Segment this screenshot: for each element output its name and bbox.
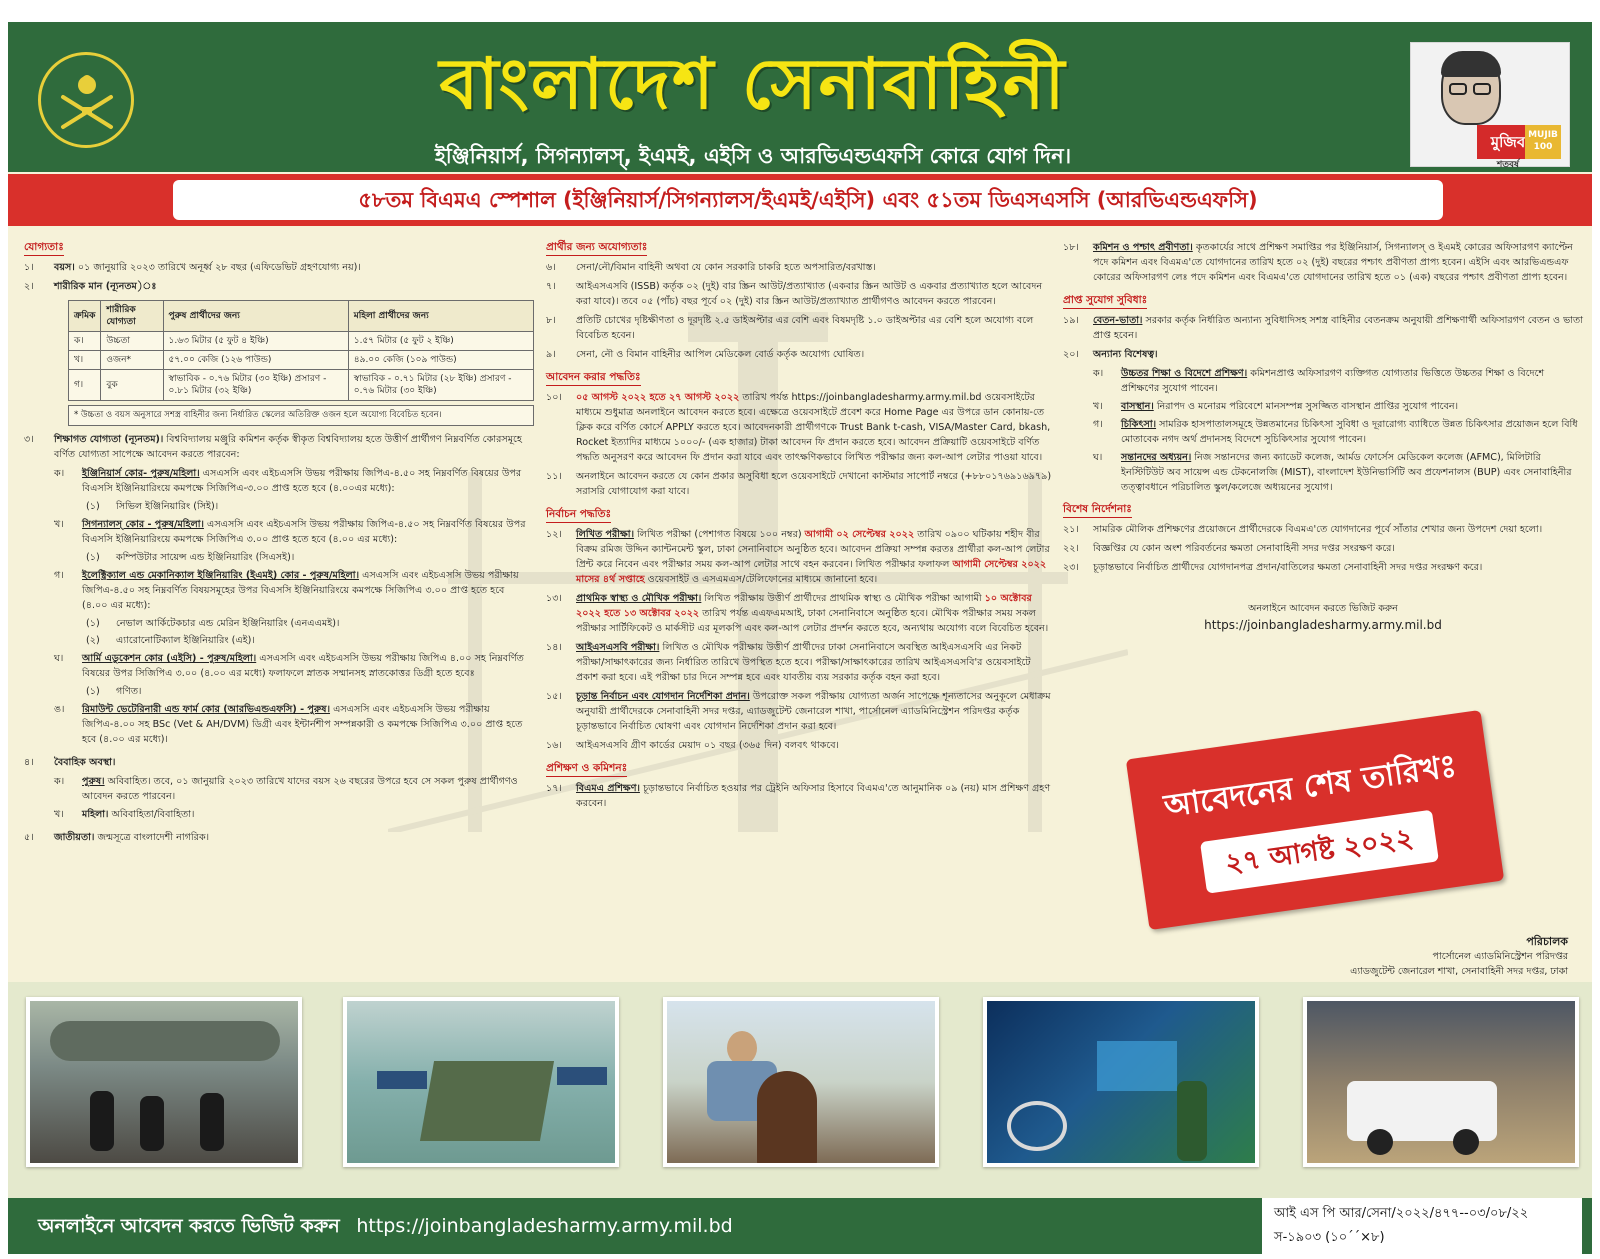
item-number: ২০। — [1063, 349, 1079, 360]
disqualification-heading: প্রার্থীর জন্য অযোগ্যতাঃ — [546, 240, 647, 256]
item-label: চিকিৎসা। — [1121, 419, 1157, 430]
item-label: বৈবাহিক অবস্থা। — [54, 757, 116, 768]
item-number: (১) — [86, 501, 100, 512]
footer-cta — [38, 1212, 733, 1244]
list-item-19 — [1063, 313, 1583, 343]
table-row — [69, 370, 534, 401]
soldier-shape — [140, 1096, 164, 1151]
photo-signals-tech — [983, 997, 1259, 1167]
item-number: ১৬। — [546, 740, 562, 751]
item-number: ঙ। — [54, 704, 65, 715]
item-text: এ্যারোনোটিক্যাল ইঞ্জিনিয়ারিং (এই)। — [116, 635, 255, 646]
eligibility-column — [24, 236, 532, 849]
sub-sub-item — [86, 633, 532, 648]
item-label: উচ্চতর শিক্ষা ও বিদেশে প্রশিক্ষণ। — [1121, 368, 1248, 379]
table-cell: বুক — [101, 370, 163, 401]
item-number: গ। — [1093, 419, 1103, 430]
item-text: তারিখ পর্যন্ত এএফএমআই, ঢাকা সেনানিবাসে অনুষ্ঠিত হবে। মৌখিক পরীক্ষার সময় সকল পরীক্ষার সার্টিফিকেট ও মার্কসীট এর মূলকপি এবং কল-আপ লেটার প্রদর্শন করতে হবে, অন্যথায় অযোগ্য বলে বিবেচিত হবেন। — [576, 608, 1049, 634]
photo-river-crossing — [343, 997, 619, 1167]
item-text: আইএসএসবি গ্রীণ কার্ডের মেয়াদ ০১ বছর (৩৬৫ দিন) বলবৎ থাকবে। — [576, 740, 839, 751]
army-emblem-icon — [38, 52, 134, 148]
mujib-100-badge: MUJIB 100 — [1525, 125, 1561, 159]
item-label: সন্তানদের অধ্যয়ন। — [1121, 452, 1192, 463]
item-number: গ। — [54, 570, 64, 581]
sub-item-housing — [1093, 399, 1583, 414]
item-text: উপরোক্ত সকল পরীক্ষায় যোগ্যতা অর্জন সাপেক্ষে শূন্যতাসের অনুকূলে মেধাক্রম অনুযায়ী প্রার্থীদেরকে সেনাবাহিনী সদর দপ্তর, এ্যাডজুটেন্ট জেনারেল শাখা, পার্সোনেল এ্যাডমিনিস্ট্রেশন পরিদপ্তর কর্তৃক চূড়ান্তভাবে নির্বাচিত ঘোষণা এবং যোগদান নির্দেশিকা প্রদান করা হবে। — [576, 691, 1051, 732]
deadline-label: আবেদনের শেষ তারিখঃ — [1161, 747, 1459, 825]
item-number: ১৭। — [546, 783, 562, 794]
item-number: (১) — [86, 686, 100, 697]
item-number: ১১। — [546, 471, 562, 482]
item-text: এসএসসি এবং এইচএসসি উভয় পরীক্ষায় জিপিএ-৪.০০ সহ BSc (Vet & AH/DVM) ডিগ্রী এবং ইন্টার্নশীপ সম্পন্নকারী ও কমপক্ষে সিজিপিএ ৩.০০ প্রাপ্ত হতে হবে (৪.০০ এর মধ্যে)। — [82, 704, 523, 745]
item-number: (১) — [86, 618, 100, 629]
item-text: ওয়েবসাইট ও এসএমএস/টেলিফোনের মাধ্যমে জানানো হবে। — [647, 574, 878, 585]
benefits-heading: প্রাপ্ত সুযোগ সুবিধাঃ — [1063, 293, 1147, 309]
sub-item-eme — [54, 568, 532, 613]
list-item-12 — [546, 527, 1052, 587]
table-cell: ১.৫৭ মিটার (৫ ফুট ২ ইঞ্চি) — [348, 332, 533, 351]
sub-sub-item — [86, 684, 532, 699]
list-item-8 — [546, 313, 1052, 343]
footer-text: অনলাইনে আবেদন করতে ভিজিট করুন — [38, 1215, 340, 1237]
item-number: ২। — [24, 281, 34, 292]
soldier-shape — [1177, 1081, 1207, 1161]
item-text: সামরিক হাসপাতালসমূহে উন্নতমানের চিকিৎসা সুবিধা ও দূরারোগ্য ব্যাধিতে উন্নত চিকিৎসার প্রয়োজন হলে বিধি মোতাবেক নগদ অর্থ প্রদানসহ বিদেশে সুচিকিৎসার সুযোগ পাবেন। — [1121, 419, 1578, 445]
wheel-shape — [1453, 1129, 1479, 1155]
physical-standard-table — [68, 300, 534, 401]
footer-reference — [1262, 1198, 1582, 1254]
rider-head-shape — [727, 1031, 757, 1065]
item-number: ঘ। — [54, 653, 64, 664]
table-cell: স্বাভাবিক - ০.৭৬ মিটার (৩০ ইঞ্চি) প্রসারণ - ০.৮১ মিটার (৩২ ইঞ্চি) — [163, 370, 348, 401]
item-text: লিখিত ও মৌখিক পরীক্ষায় উত্তীর্ণ প্রার্থীদের ঢাকা সেনানিবাসে অবস্থিত আইএসএসবি এর নিকট পরীক্ষা/সাক্ষাৎকারের জন্য নির্ধারিত তারিখে উপস্থিত হতে হবে। পরীক্ষা/সাক্ষাৎকারের তারিখ আইএসএসবি'র ওয়েবসাইটে প্রকাশ করা হবে। এই পরীক্ষা চার দিনে সম্পন্ন হবে এবং যাবতীয় ব্যয় সরকার কর্তৃক বহন করা হবে। — [576, 642, 1031, 683]
item-label: জাতীয়তা। — [54, 832, 95, 843]
table-cell: ৫৭.০০ কেজি (১২৬ পাউন্ড) — [163, 351, 348, 370]
item-number: ১৮। — [1063, 242, 1079, 253]
item-number: খ। — [1093, 401, 1103, 412]
table-row — [69, 332, 534, 351]
selection-heading: নির্বাচন পদ্ধতিঃ — [546, 507, 611, 523]
special-instruction-heading: বিশেষ নির্দেশনাঃ — [1063, 502, 1132, 518]
list-item-21 — [1063, 522, 1583, 537]
item-number: ১৩। — [546, 593, 562, 604]
item-label: শিক্ষাগত যোগ্যতা (ন্যূনতম)। — [54, 434, 164, 445]
item-text: আইএসএসবি (ISSB) কর্তৃক ০২ (দুই) বার স্ক্রিন আউট/প্রত্যাখ্যাত (একবার স্ক্রিন আউট ও একবার প্রত্যাখ্যাত হলে আবেদন করা যাবে)। তবে ০৫ (পাঁচ) বছর পূর্বে ০২ (দুই) বার স্ক্রিন আউট/প্রত্যাখ্যাত প্রার্থীগণও আবেদন করতে পারবেন। — [576, 281, 1043, 307]
item-label: চূড়ান্ত নির্বাচন এবং যোগদান নির্দেশিকা প্রদান। — [576, 691, 750, 702]
list-item-nationality — [24, 830, 532, 845]
item-text: সরকার কর্তৃক নির্ধারিত অন্যান্য সুবিধাদিসহ সশস্ত্র বাহিনীর বেতনক্রম অনুযায়ী প্রশিক্ষণার্থী অফিসারগণ বেতন ও ভাতা প্রাপ্ত হবেন। — [1093, 315, 1583, 341]
item-label: ইঞ্জিনিয়ার্স কোর- পুরুষ/মহিলা। — [82, 468, 200, 479]
boat-shape — [557, 1067, 607, 1085]
item-number: ক। — [54, 468, 65, 479]
list-item-13 — [546, 591, 1052, 636]
item-text: ০১ জানুয়ারি ২০২৩ তারিখে অনূর্ধ্ব ২৮ বছর (এফিডেভিট গ্রহণযোগ্য নয়)। — [77, 262, 361, 273]
eligibility-heading: যোগ্যতাঃ — [24, 240, 64, 256]
item-text: সিভিল ইঞ্জিনিয়ারিং (সিই)। — [116, 501, 219, 512]
list-item-23 — [1063, 560, 1583, 575]
item-text: চূড়ান্তভাবে নির্বাচিত হওয়ার পর ট্রেইনি অফিসার হিসাবে বিএমএ'তে আনুমানিক ০৯ (নয়) মাস প্রশিক্ষণ গ্রহণ করবেন। — [576, 783, 1051, 809]
item-number: ১৫। — [546, 691, 562, 702]
item-text: সেনা/নৌ/বিমান বাহিনী অথবা যে কোন সরকারি চাকরি হতে অপসারিত/বরখাস্ত। — [576, 262, 876, 273]
item-number: ১। — [24, 262, 34, 273]
item-label: ইলেক্ট্রিক্যাল এন্ড মেকানিক্যাল ইঞ্জিনিয়ারিং (ইএমই) কোর - পুরুষ/মহিলা। — [82, 570, 360, 581]
sub-item-higher-education — [1093, 366, 1583, 396]
page-subtitle: ইঞ্জিনিয়ার্স, সিগন্যালস্, ইএমই, এইসি ও আরভিএন্ডএফসি কোরে যোগ দিন। — [434, 144, 1072, 168]
item-label: অন্যান্য বিশেষত্ব। — [1093, 349, 1158, 360]
table-row — [69, 351, 534, 370]
list-item-9 — [546, 347, 1052, 362]
item-number: (২) — [86, 635, 100, 646]
sub-sub-item — [86, 616, 532, 631]
item-label: সিগন্যালস্ কোর - পুরুষ/মহিলা। — [82, 519, 204, 530]
list-item-16 — [546, 738, 1052, 753]
sub-item-children-education — [1093, 450, 1583, 495]
list-item-20 — [1063, 347, 1583, 362]
reference-line: আই এস পি আর/সেনা/২০২২/৪৭৭--০৩/০৮/২২ — [1274, 1206, 1529, 1221]
item-number: ১৯। — [1063, 315, 1079, 326]
list-item-14 — [546, 640, 1052, 685]
training-heading: প্রশিক্ষণ ও কমিশনঃ — [546, 761, 627, 777]
table-cell: ১.৬৩ মিটার (৫ ফুট ৪ ইঞ্চি) — [163, 332, 348, 351]
table-cell: গ। — [69, 370, 101, 401]
item-number: খ। — [54, 519, 64, 530]
item-number: ২৩। — [1063, 562, 1079, 573]
item-number: ১৪। — [546, 642, 562, 653]
item-label: মহিলা। — [82, 809, 109, 820]
item-number: ২২। — [1063, 543, 1079, 554]
item-text: এসএসসি এবং এইচএসসি উভয় পরীক্ষায় জিপিএ-৪.৫০ সহ নিম্নবর্ণিত বিষয়ের উপর বিএসসি ইঞ্জিনিয়ারিংয়ে কমপক্ষে সিজিপিএ-৩.০০ প্রাপ্ত হতে হবে (৪.০০এর মধ্যে): — [82, 468, 522, 494]
sub-sub-item — [86, 499, 532, 514]
satellite-dish-shape — [1007, 1101, 1067, 1151]
signature-line: এ্যাডজুটেন্ট জেনারেল শাখা, সেনাবাহিনী সদর দপ্তর, ঢাকা — [1350, 966, 1568, 977]
advertisement-page — [8, 22, 1592, 1254]
sub-sub-item — [86, 550, 532, 565]
table-header-row — [69, 301, 534, 332]
list-item-physical — [24, 279, 532, 294]
portrait-glasses-right — [1473, 83, 1491, 95]
item-text: বিশ্ববিদ্যালয় মঞ্জুরি কমিশন কর্তৃক স্বীকৃত বিশ্ববিদ্যালয় হতে উত্তীর্ণ প্রার্থীগণ নিম্নবর্ণিত কোরসমূহে বর্ণিত যোগ্যতা সাপেক্ষে আবেদন করতে পারবেন: — [54, 434, 522, 460]
signature-line: পার্সোনেল এ্যাডমিনিস্ট্রেশন পরিদপ্তর — [1432, 951, 1568, 962]
item-label: লিখিত পরীক্ষা। — [576, 529, 634, 540]
list-item-6 — [546, 260, 1052, 275]
item-label: বিএমএ প্রশিক্ষণ। — [576, 783, 640, 794]
visit-box — [1063, 601, 1583, 633]
item-text: সেনা, নৌ ও বিমান বাহিনীর আপিল মেডিকেল বোর্ড কর্তৃক অযোগ্য ঘোষিত। — [576, 349, 865, 360]
item-number: ঘ। — [1093, 452, 1103, 463]
table-cell: ৪৯.০০ কেজি (১০৯ পাউন্ড) — [348, 351, 533, 370]
list-item-age — [24, 260, 532, 275]
item-number: ৩। — [24, 434, 34, 445]
table-cell: উচ্চতা — [101, 332, 163, 351]
list-item-15 — [546, 689, 1052, 734]
visit-text: অনলাইনে আবেদন করতে ভিজিট করুন — [1248, 603, 1398, 614]
item-number: ২১। — [1063, 524, 1079, 535]
course-banner-text: ৫৮তম বিএমএ স্পেশাল (ইঞ্জিনিয়ার্স/সিগন্যালস/ইএমই/এইসি) এবং ৫১তম ডিএসএসসি (আরভিএন্ডএফসি) — [173, 180, 1443, 220]
item-text: সামরিক মৌলিক প্রশিক্ষণের প্রয়োজনে প্রার্থীদেরকে বিএমএ'তে যোগদানের পূর্বে সাঁতার শেখার জন্য উপদেশ দেয়া হলো। — [1093, 524, 1543, 535]
mujib-sub-label: শতবর্ষ — [1496, 160, 1519, 170]
aircraft-shape — [50, 1021, 280, 1061]
signature-title: পরিচালক — [1526, 935, 1568, 948]
item-text: লিখিত পরীক্ষা (পেশাগত বিষয়ে ১০০ নম্বর) — [637, 529, 802, 540]
item-label: পুরুষ। — [82, 776, 105, 787]
item-number: ক। — [54, 776, 65, 787]
item-text: গণিত। — [116, 686, 142, 697]
list-item-17 — [546, 781, 1052, 811]
result-date: আগামী সেপ্টেম্বর ২০২২ মাসের ৪র্থ সপ্তাহে — [576, 559, 1047, 585]
list-item-10 — [546, 390, 1052, 465]
mujib-badge: মুজিব — [1477, 125, 1539, 159]
course-banner — [8, 174, 1592, 226]
item-label: বয়স। — [54, 262, 75, 273]
item-number: ৯। — [546, 349, 556, 360]
photo-strip — [8, 982, 1592, 1198]
item-text: অবিবাহিতা/বিবাহিতা। — [111, 809, 195, 820]
item-number: ১২। — [546, 529, 562, 540]
item-number: ৫। — [24, 832, 34, 843]
page-title: বাংলাদেশ সেনাবাহিনী — [439, 42, 1067, 125]
item-text: বিজ্ঞপ্তির যে কোন অংশ পরিবর্তনের ক্ষমতা সেনাবাহিনী সদর দপ্তর সংরক্ষণ করে। — [1093, 543, 1395, 554]
wheel-shape — [1367, 1129, 1393, 1155]
list-item-marital — [24, 755, 532, 770]
item-text: প্রতিটি চোখের দৃষ্টিক্ষীণতা ও দূরদৃষ্টি ২.৫ ডাইঅপ্টার এর বেশি এবং বিষমদৃষ্টি ১.০ ডাইঅপ্টার এর বেশি হলে অযোগ্য বলে বিবেচিত হবেন। — [576, 315, 1034, 341]
sub-item-medical — [1093, 417, 1583, 447]
screen-shape — [1097, 1041, 1177, 1091]
application-period: ০৫ আগস্ট ২০২২ হতে ২৭ আগস্ট ২০২২ — [576, 392, 740, 403]
item-number: ১০। — [546, 392, 562, 403]
portrait-hair — [1441, 51, 1501, 77]
item-label: আইএসএসবি পরীক্ষা। — [576, 642, 660, 653]
item-label: আর্মি এডুকেশন কোর (এইসি) - পুরুষ/মহিলা। — [82, 653, 257, 664]
reference-line: স-১৯০৩ (১০´´×৮) — [1274, 1230, 1385, 1245]
list-item-22 — [1063, 541, 1583, 556]
signature-block — [1208, 934, 1568, 979]
footer — [8, 1198, 1592, 1254]
item-label: প্রাথমিক স্বাস্থ্য ও মৌখিক পরীক্ষা। — [576, 593, 702, 604]
item-text: চূড়ান্তভাবে নির্বাচিত প্রার্থীদের যোগদানপত্র প্রদান/বাতিলের ক্ষমতা সেনাবাহিনী সদর দপ্তর সংরক্ষণ করে। — [1093, 562, 1483, 573]
item-text: অনলাইনে আবেদন করতে যে কোন প্রকার অসুবিধা হলে ওয়েবসাইটে দেখানো কাস্টমার সাপোর্ট নম্বরে (+৮৮০১৭৬৯১৬৯৭৯) সরাসরি যোগাযোগ করা যাবে। — [576, 471, 1052, 497]
table-header: পুরুষ প্রার্থীদের জন্য — [163, 301, 348, 332]
sub-item-male — [54, 774, 532, 804]
item-text: কৃতকার্যের সাথে প্রশিক্ষণ সমাপ্তির পর ইঞ্জিনিয়ার্স, সিগন্যালস্ ও ইএমই কোরের অফিসারগণ ক্যাপ্টেন পদে কমিশন এবং বিএমএ'তে যোগদানের তারিখ হতে ০২ (দুই) বছরের পশ্চাৎ প্রবীণতা প্রাপ্য হবেন। এইসি এবং আরভিএন্ডএফ কোরের অফিসারগণ লেঃ পদে কমিশন এবং বিএমএ'তে যোগদানের তারিখ হতে ০১ (এক) বছরের পশ্চাৎ প্রবীণতা প্রাপ্য হবেন। — [1093, 242, 1573, 283]
exam-date: আগামী ০২ সেপ্টেম্বর ২০২২ — [804, 529, 915, 540]
item-text: এসএসসি এবং এইচএসসি উভয় পরীক্ষায় জিপিএ-৪.৫০ সহ নিম্নবর্ণিত বিষয়সমূহের উপর বিএসসি ইঞ্জিনিয়ারিংয়ে কমপক্ষে সিজিপিএ ৩.০০ প্রাপ্ত হতে হবে (৪.০০ এর মধ্যে): — [82, 570, 519, 611]
table-header: শারীরিক যোগ্যতা — [101, 301, 163, 332]
item-text: লিখিত পরীক্ষায় উত্তীর্ণ প্রার্থীদের প্রাথমিক স্বাস্থ্য ও মৌখিক পরীক্ষা আগামী — [704, 593, 982, 604]
item-label: শারীরিক মান (ন্যূনতম)ঃ — [54, 281, 157, 292]
list-item-11 — [546, 469, 1052, 499]
item-text: নিজ সন্তানদের জন্য ক্যাডেট কলেজ, আর্মড ফোর্সেস মেডিকেল কলেজ (AFMC), মিলিটারি ইনস্টিটিউট অব সায়েন্স এন্ড টেকনোলজি (MIST), বাংলাদেশ ইউনিভার্সিটি অব প্রফেশনালস (BUP) এবং সেনাবাহিনীর তত্ত্বাবধানে পরিচালিত স্কুল/কলেজে অধ্যয়নের সুযোগ। — [1121, 452, 1572, 493]
item-number: ৮। — [546, 315, 556, 326]
visit-link[interactable]: https://joinbangladesharmy.army.mil.bd — [1204, 618, 1442, 632]
benefits-column — [1063, 236, 1583, 633]
item-text: কম্পিউটার সায়েন্স এন্ড ইঞ্জিনিয়ারিং (সিএসই)। — [116, 552, 295, 563]
viva-date: ১০ অক্টোবর ২০২২ হতে ১৩ অক্টোবর ২০২২ — [576, 593, 1032, 619]
item-number: ৭। — [546, 281, 556, 292]
soldier-shape — [90, 1091, 114, 1151]
item-text: নেভাল আর্কিটেকচার এন্ড মেরিন ইঞ্জিনিয়ারিং (এনএএমই)। — [116, 618, 340, 629]
table-note: * উচ্চতা ও বয়স অনুসারে সশস্ত্র বাহিনীর জন্য নির্ধারিত স্কেলের অতিরিক্ত ওজন হলে অযোগ্য বিবেচিত হবেন। — [68, 405, 534, 426]
list-item-7 — [546, 279, 1052, 309]
horse-shape — [757, 1071, 817, 1167]
process-column — [546, 236, 1052, 815]
sub-item-rvfc — [54, 702, 532, 747]
item-number: ৬। — [546, 262, 556, 273]
table-header: ক্রমিক — [69, 301, 101, 332]
sub-item-signals — [54, 517, 532, 547]
item-text: এসএসসি এবং এইচএসসি উভয় পরীক্ষায় জিপিএ ৪.০০ সহ নিম্নবর্ণিত বিষয়ের উপর সিজিপিএ ৩.০০ (৪.০০ এর মধ্যে) ফলাফলে স্নাতক সম্মানসহ স্নাতকোত্তর ডিগ্রী হতে হবেঃ — [82, 653, 524, 679]
list-item-18 — [1063, 240, 1583, 285]
deadline-date: ২৭ আগষ্ট ২০২২ — [1200, 810, 1439, 894]
table-cell: খ। — [69, 351, 101, 370]
item-text: এসএসসি এবং এইচএসসি উভয় পরীক্ষায় জিপিএ-৪.৫০ সহ নিম্নবর্ণিত বিষয়ের উপর বিএসসি ইঞ্জিনিয়ারিংয়ে কমপক্ষে সিজিপিএ ৩.০০ প্রাপ্ত হতে হবে (৪.০০ এর মধ্যে): — [82, 519, 526, 545]
mujib-portrait — [1410, 42, 1570, 170]
photo-aircraft-maintenance — [26, 997, 302, 1167]
item-text: তারিখ পর্যন্ত https://joinbangladesharmy.army.mil.bd ওয়েবসাইটের মাধ্যমে শুধুমাত্র অনলাইনে আবেদন করতে হবে। এক্ষেত্রে ওয়েবসাইটে প্রবেশ করে Home Page এর উপরে ডান কোনায়-তে ক্লিক করে বর্ণিত কোর্সে APPLY করতে হবে। আবেদনকারী প্রার্থীগণকে Trust Bank t-cash, VISA/Master Card, bkash, Rocket ইত্যাদির মাধ্যমে ১০০০/- (এক হাজার) টাকা আবেদন ফি প্রদান করতে হবে। আবেদন প্রক্রিয়াটি ওয়েবসাইটে বর্ণিত পদ্ধতি অনুসরণ করে আবেদন ফি প্রদান করা যাবে এবং তাৎক্ষণিকভাবে লিখিত পরীক্ষার জন্য কল-আপ লেটার পাওয়া যাবে। — [576, 392, 1051, 463]
table-cell: ওজন* — [101, 351, 163, 370]
sub-item-female — [54, 807, 532, 822]
item-text: কমিশনপ্রাপ্ত অফিসারগণ ব্যক্তিগত যোগ্যতার ভিত্তিতে উচ্চতর শিক্ষা ও বিদেশে প্রশিক্ষণের সুযোগ পাবেন। — [1121, 368, 1545, 394]
photo-un-vehicle — [1303, 997, 1579, 1167]
footer-link[interactable]: https://joinbangladesharmy.army.mil.bd — [356, 1215, 733, 1237]
sub-item-engineers — [54, 466, 532, 496]
photo-horse-rider — [663, 997, 939, 1167]
sub-item-aec — [54, 651, 532, 681]
item-label: বাসস্থান। — [1121, 401, 1154, 412]
header — [8, 22, 1592, 172]
item-text: তারিখ ০৯০০ ঘটিকায় শহীদ বীর বিক্রম রমিজ উদ্দিন ক্যান্টনমেন্ট স্কুল, ঢাকা সেনানিবাসে অনুষ্ঠিত হবে। আবেদন প্রক্রিয়া সম্পন্ন করতঃ প্রার্থীরা কল-আপ লেটার প্রিন্ট করে নিবেন এবং পরীক্ষার সময় কল-আপ লেটার সাথে বহন করবেন। লিখিত পরীক্ষার ফলাফল — [576, 529, 1050, 570]
list-item-education — [24, 432, 532, 462]
item-label: কমিশন ও পশ্চাৎ প্রবীণতা। — [1093, 242, 1193, 253]
item-number: (১) — [86, 552, 100, 563]
portrait-glasses-left — [1449, 83, 1467, 95]
item-number: ৪। — [24, 757, 34, 768]
table-cell: ক। — [69, 332, 101, 351]
item-text: অবিবাহিত। তবে, ০১ জানুয়ারি ২০২৩ তারিখে যাদের বয়স ২৬ বছরের উপরে হবে সে সকল পুরুষ প্রার্থীগণও আবেদন করতে পারবেন। — [82, 776, 518, 802]
table-cell: স্বাভাবিক - ০.৭১ মিটার (২৮ ইঞ্চি) প্রসারণ - ০.৭৬ মিটার (৩০ ইঞ্চি) — [348, 370, 533, 401]
table-header: মহিলা প্রার্থীদের জন্য — [348, 301, 533, 332]
item-label: বেতন-ভাতা। — [1093, 315, 1143, 326]
item-text: নিরাপদ ও মনোরম পরিবেশে মানসম্পন্ন সুসজ্জিত বাসস্থান প্রাপ্তির সুযোগ পাবেন। — [1156, 401, 1459, 412]
item-number: খ। — [54, 809, 64, 820]
application-heading: আবেদন করার পদ্ধতিঃ — [546, 370, 641, 386]
boat-shape — [377, 1071, 427, 1089]
deadline-stamp — [1126, 710, 1504, 930]
pontoon-shape — [420, 1061, 554, 1141]
item-text: জন্মসূত্রে বাংলাদেশী নাগরিক। — [97, 832, 210, 843]
item-number: ক। — [1093, 368, 1104, 379]
soldier-shape — [200, 1093, 224, 1151]
item-label: রিমাউন্ট ভেটেরিনারী এন্ড ফার্ম কোর (আরভিএন্ডএফসি) - পুরুষ। — [82, 704, 331, 715]
